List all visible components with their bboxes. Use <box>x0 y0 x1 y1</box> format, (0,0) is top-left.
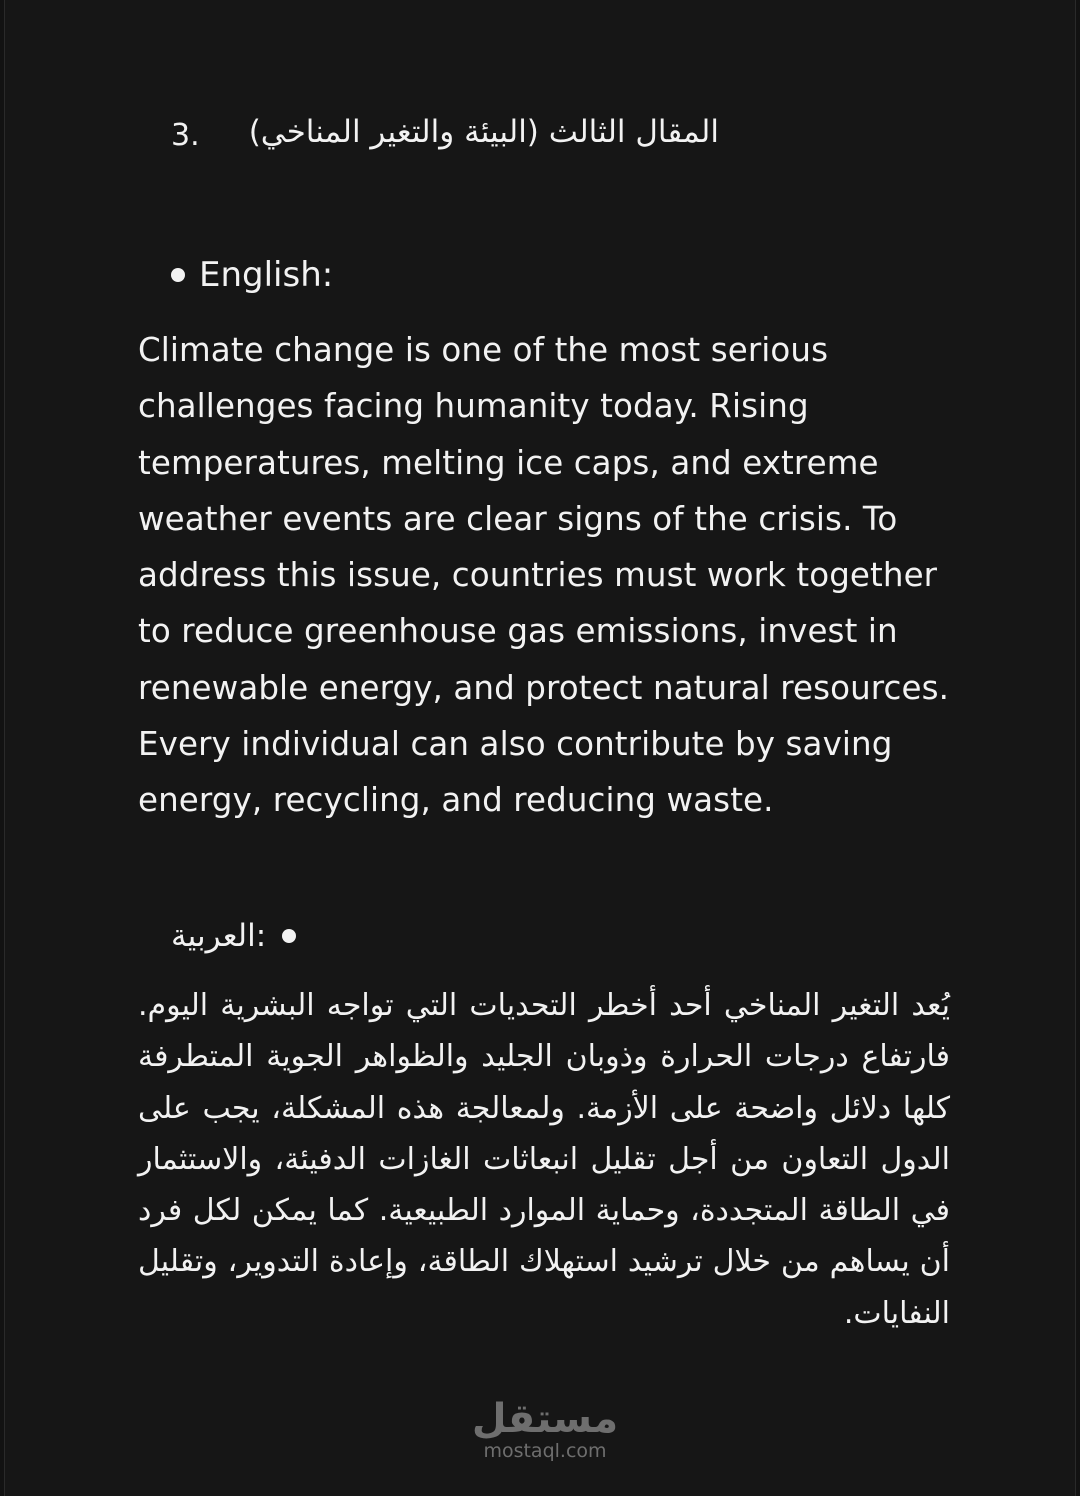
watermark-arabic: مستقل <box>471 1396 619 1442</box>
watermark-domain: mostaql.com <box>483 1440 607 1462</box>
document-page <box>4 0 1076 1496</box>
arabic-paragraph: يُعد التغير المناخي أحد أخطر التحديات التي تواجه البشرية اليوم. فارتفاع درجات الحرارة وذوبان الجليد والظواهر الجوية المتطرفة كلها دلائل واضحة على الأزمة. ولمعالجة هذه المشكلة، يجب على الدول التعاون من أجل تقليل انبعاثات الغازات الدفيئة، والاستثمار في الطاقة المتجددة، وحماية الموارد الطبيعية. كما يمكن لكل فرد أن يساهم من خلال ترشيد استهلاك الطاقة، وإعادة التدوير، وتقليل النفايات. <box>138 988 950 1331</box>
section-heading <box>171 108 731 164</box>
english-label: English: <box>199 255 334 295</box>
section-number: 3. <box>171 118 200 153</box>
english-paragraph: Climate change is one of the most serious challenges facing humanity today. Rising temperatures, melting ice caps, and extreme weather events are clear signs of the crisis. To address this issue, countries must work together to reduce greenhouse gas emissions, invest in renewable energy, and protect natural resources. Every individual can also contribute by saving energy, recycling, and reducing waste. <box>138 331 950 820</box>
bullet-dot-icon <box>282 929 296 943</box>
section-title: المقال الثالث (البيئة والتغير المناخي) <box>248 114 719 150</box>
arabic-bullet <box>171 918 371 954</box>
bullet-dot-icon <box>171 268 185 282</box>
arabic-label: العربية: <box>171 918 267 954</box>
english-bullet <box>171 255 333 295</box>
watermark-logo <box>465 1398 625 1462</box>
